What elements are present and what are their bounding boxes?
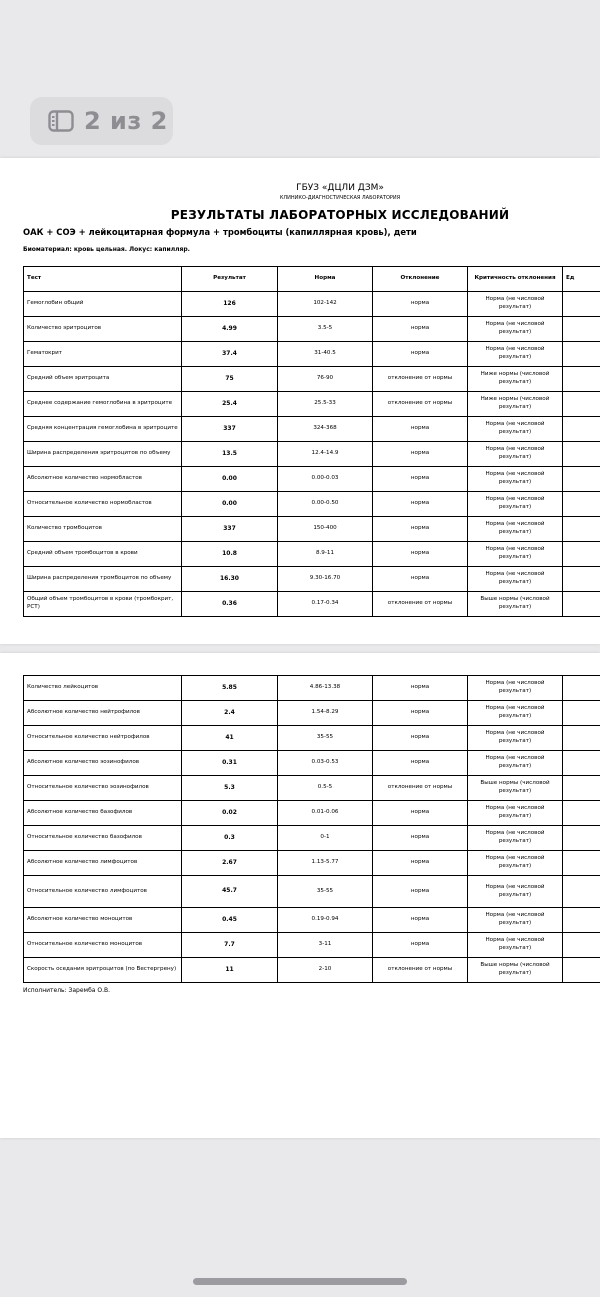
cell-deviation: отклонение от нормы	[373, 958, 468, 983]
cell-result: 337	[182, 517, 278, 542]
org-name: ГБУЗ «ДЦЛИ ДЗМ»	[296, 183, 384, 193]
cell-norm: 35-55	[278, 876, 373, 908]
cell-result: 11	[182, 958, 278, 983]
cell-deviation: норма	[373, 542, 468, 567]
table-header-row	[24, 267, 600, 292]
cell-test: Скорость оседания эритроцитов (по Вестергрену)	[24, 958, 182, 983]
cell-norm: 31-40.5	[278, 342, 373, 367]
cell-test: Количество лейкоцитов	[24, 676, 182, 701]
cell-result: 5.85	[182, 676, 278, 701]
cell-criticality: Норма (не числовой результат)	[468, 933, 563, 958]
cell-unit	[563, 567, 600, 592]
cell-criticality: Норма (не числовой результат)	[468, 801, 563, 826]
cell-result: 16.30	[182, 567, 278, 592]
col-header-test: Тест	[24, 267, 182, 292]
cell-test: Количество эритроцитов	[24, 317, 182, 342]
cell-test: Гемоглобин общий	[24, 292, 182, 317]
panel-name: ОАК + СОЭ + лейкоцитарная формула + тромбоциты (капиллярная кровь), дети	[23, 227, 417, 237]
col-header-result: Результат	[182, 267, 278, 292]
cell-result: 2.4	[182, 701, 278, 726]
table-row	[24, 908, 600, 933]
cell-result: 0.02	[182, 801, 278, 826]
cell-norm: 12.4-14.9	[278, 442, 373, 467]
cell-criticality: Норма (не числовой результат)	[468, 567, 563, 592]
cell-deviation: отклонение от нормы	[373, 392, 468, 417]
cell-test: Средний объем тромбоцитов в крови	[24, 542, 182, 567]
cell-result: 126	[182, 292, 278, 317]
table-row	[24, 851, 600, 876]
cell-norm: 150-400	[278, 517, 373, 542]
cell-result: 37.4	[182, 342, 278, 367]
cell-norm: 1.54-8.29	[278, 701, 373, 726]
cell-criticality: Норма (не числовой результат)	[468, 851, 563, 876]
cell-norm: 0.19-0.94	[278, 908, 373, 933]
cell-criticality: Норма (не числовой результат)	[468, 292, 563, 317]
cell-criticality: Норма (не числовой результат)	[468, 726, 563, 751]
cell-result: 25.4	[182, 392, 278, 417]
cell-deviation: норма	[373, 342, 468, 367]
cell-criticality: Ниже нормы (числовой результат)	[468, 392, 563, 417]
cell-deviation: норма	[373, 933, 468, 958]
cell-deviation: норма	[373, 492, 468, 517]
cell-deviation: норма	[373, 567, 468, 592]
cell-unit	[563, 701, 600, 726]
cell-unit	[563, 933, 600, 958]
cell-criticality: Норма (не числовой результат)	[468, 442, 563, 467]
cell-deviation: норма	[373, 876, 468, 908]
table-row	[24, 417, 600, 442]
cell-deviation: норма	[373, 517, 468, 542]
cell-result: 7.7	[182, 933, 278, 958]
table-row	[24, 317, 600, 342]
cell-unit	[563, 442, 600, 467]
cell-unit	[563, 467, 600, 492]
cell-unit	[563, 876, 600, 908]
table-row	[24, 492, 600, 517]
cell-result: 337	[182, 417, 278, 442]
cell-unit	[563, 826, 600, 851]
cell-unit	[563, 342, 600, 367]
cell-norm: 1.13-5.77	[278, 851, 373, 876]
table-row	[24, 517, 600, 542]
cell-test: Абсолютное количество базофилов	[24, 801, 182, 826]
results-table-page-2	[23, 675, 600, 983]
cell-criticality: Ниже нормы (числовой результат)	[468, 367, 563, 392]
cell-unit	[563, 851, 600, 876]
cell-unit	[563, 801, 600, 826]
cell-criticality: Норма (не числовой результат)	[468, 492, 563, 517]
cell-test: Абсолютное количество моноцитов	[24, 908, 182, 933]
cell-deviation: норма	[373, 851, 468, 876]
cell-unit	[563, 492, 600, 517]
cell-result: 0.3	[182, 826, 278, 851]
table-row	[24, 542, 600, 567]
table-row	[24, 592, 600, 617]
cell-criticality: Выше нормы (числовой результат)	[468, 592, 563, 617]
cell-unit	[563, 317, 600, 342]
cell-deviation: отклонение от нормы	[373, 776, 468, 801]
cell-unit	[563, 676, 600, 701]
table-row	[24, 958, 600, 983]
cell-norm: 4.86-13.38	[278, 676, 373, 701]
cell-deviation: норма	[373, 292, 468, 317]
report-title: РЕЗУЛЬТАТЫ ЛАБОРАТОРНЫХ ИССЛЕДОВАНИЙ	[170, 208, 510, 222]
table-row	[24, 292, 600, 317]
cell-test: Относительное количество базофилов	[24, 826, 182, 851]
cell-criticality: Норма (не числовой результат)	[468, 317, 563, 342]
cell-result: 75	[182, 367, 278, 392]
document-page-1	[0, 158, 600, 644]
table-row	[24, 342, 600, 367]
table-row	[24, 933, 600, 958]
table-row	[24, 676, 600, 701]
cell-test: Относительное количество нормобластов	[24, 492, 182, 517]
cell-result: 0.00	[182, 467, 278, 492]
executor-line: Исполнитель: Заремба О.В.	[23, 987, 111, 994]
sidebar-pages-icon	[48, 110, 74, 132]
cell-norm: 0.03-0.53	[278, 751, 373, 776]
col-header-criticality: Критичность отклонения	[468, 267, 563, 292]
cell-result: 2.67	[182, 851, 278, 876]
cell-test: Количество тромбоцитов	[24, 517, 182, 542]
cell-test: Относительное количество моноцитов	[24, 933, 182, 958]
cell-test: Абсолютное количество лимфоцитов	[24, 851, 182, 876]
cell-unit	[563, 417, 600, 442]
cell-deviation: норма	[373, 417, 468, 442]
cell-norm: 2-10	[278, 958, 373, 983]
cell-criticality: Норма (не числовой результат)	[468, 542, 563, 567]
cell-deviation: норма	[373, 726, 468, 751]
cell-deviation: норма	[373, 908, 468, 933]
cell-norm: 3.5-5	[278, 317, 373, 342]
cell-deviation: норма	[373, 826, 468, 851]
table-row	[24, 367, 600, 392]
cell-result: 13.5	[182, 442, 278, 467]
cell-norm: 3-11	[278, 933, 373, 958]
table-row	[24, 776, 600, 801]
cell-result: 0.36	[182, 592, 278, 617]
cell-norm: 0.17-0.34	[278, 592, 373, 617]
cell-norm: 0.5-5	[278, 776, 373, 801]
cell-test: Среднее содержание гемоглобина в эритроците	[24, 392, 182, 417]
page-indicator[interactable]	[30, 97, 173, 145]
biomaterial-line: Биоматериал: кровь цельная. Локус: капилляр.	[23, 246, 190, 253]
cell-criticality: Норма (не числовой результат)	[468, 517, 563, 542]
document-page-2	[0, 653, 600, 1138]
page-indicator-label: 2 из 2	[84, 107, 168, 135]
cell-deviation: норма	[373, 701, 468, 726]
cell-norm: 76-90	[278, 367, 373, 392]
cell-criticality: Выше нормы (числовой результат)	[468, 958, 563, 983]
cell-test: Общий объем тромбоцитов в крови (тромбокрит, PCT)	[24, 592, 182, 617]
cell-deviation: отклонение от нормы	[373, 367, 468, 392]
table-row	[24, 801, 600, 826]
table-row	[24, 751, 600, 776]
cell-norm: 324-368	[278, 417, 373, 442]
cell-test: Относительное количество лимфоцитов	[24, 876, 182, 908]
home-indicator[interactable]	[193, 1278, 407, 1285]
cell-criticality: Норма (не числовой результат)	[468, 751, 563, 776]
cell-result: 10.8	[182, 542, 278, 567]
cell-norm: 25.5-33	[278, 392, 373, 417]
cell-test: Средняя концентрация гемоглобина в эритроците	[24, 417, 182, 442]
cell-deviation: норма	[373, 467, 468, 492]
cell-result: 0.31	[182, 751, 278, 776]
cell-test: Относительное количество нейтрофилов	[24, 726, 182, 751]
cell-criticality: Выше нормы (числовой результат)	[468, 776, 563, 801]
cell-unit	[563, 908, 600, 933]
table-row	[24, 701, 600, 726]
cell-deviation: норма	[373, 751, 468, 776]
cell-result: 41	[182, 726, 278, 751]
cell-norm: 0-1	[278, 826, 373, 851]
cell-test: Абсолютное количество эозинофилов	[24, 751, 182, 776]
cell-unit	[563, 292, 600, 317]
col-header-norm: Норма	[278, 267, 373, 292]
cell-result: 5.3	[182, 776, 278, 801]
cell-unit	[563, 726, 600, 751]
cell-deviation: норма	[373, 801, 468, 826]
table-row	[24, 392, 600, 417]
lab-name: КЛИНИКО-ДИАГНОСТИЧЕСКАЯ ЛАБОРАТОРИЯ	[279, 195, 401, 201]
cell-test: Ширина распределения тромбоцитов по объему	[24, 567, 182, 592]
results-table-page-1	[23, 266, 600, 617]
table-row	[24, 467, 600, 492]
cell-criticality: Норма (не числовой результат)	[468, 342, 563, 367]
cell-result: 0.45	[182, 908, 278, 933]
cell-unit	[563, 592, 600, 617]
cell-criticality: Норма (не числовой результат)	[468, 676, 563, 701]
cell-unit	[563, 958, 600, 983]
cell-test: Абсолютное количество нормобластов	[24, 467, 182, 492]
cell-norm: 102-142	[278, 292, 373, 317]
cell-unit	[563, 751, 600, 776]
cell-criticality: Норма (не числовой результат)	[468, 417, 563, 442]
table-row	[24, 726, 600, 751]
col-header-deviation: Отклонение	[373, 267, 468, 292]
cell-norm: 0.00-0.03	[278, 467, 373, 492]
cell-result: 4.99	[182, 317, 278, 342]
cell-criticality: Норма (не числовой результат)	[468, 467, 563, 492]
cell-norm: 8.9-11	[278, 542, 373, 567]
cell-test: Абсолютное количество нейтрофилов	[24, 701, 182, 726]
cell-unit	[563, 392, 600, 417]
cell-norm: 0.01-0.06	[278, 801, 373, 826]
cell-deviation: норма	[373, 442, 468, 467]
table-row	[24, 567, 600, 592]
cell-unit	[563, 542, 600, 567]
cell-norm: 35-55	[278, 726, 373, 751]
table-row	[24, 876, 600, 908]
cell-unit	[563, 517, 600, 542]
cell-criticality: Норма (не числовой результат)	[468, 826, 563, 851]
cell-unit	[563, 367, 600, 392]
cell-deviation: норма	[373, 317, 468, 342]
table-row	[24, 826, 600, 851]
cell-test: Ширина распределения эритроцитов по объему	[24, 442, 182, 467]
cell-deviation: норма	[373, 676, 468, 701]
cell-unit	[563, 776, 600, 801]
cell-criticality: Норма (не числовой результат)	[468, 876, 563, 908]
cell-test: Относительное количество эозинофилов	[24, 776, 182, 801]
cell-norm: 9.30-16.70	[278, 567, 373, 592]
cell-test: Гематокрит	[24, 342, 182, 367]
table-row	[24, 442, 600, 467]
cell-norm: 0.00-0.50	[278, 492, 373, 517]
cell-deviation: отклонение от нормы	[373, 592, 468, 617]
cell-criticality: Норма (не числовой результат)	[468, 701, 563, 726]
col-header-unit: Ед	[563, 267, 600, 292]
cell-result: 45.7	[182, 876, 278, 908]
cell-test: Средний объем эритроцита	[24, 367, 182, 392]
cell-result: 0.00	[182, 492, 278, 517]
cell-criticality: Норма (не числовой результат)	[468, 908, 563, 933]
